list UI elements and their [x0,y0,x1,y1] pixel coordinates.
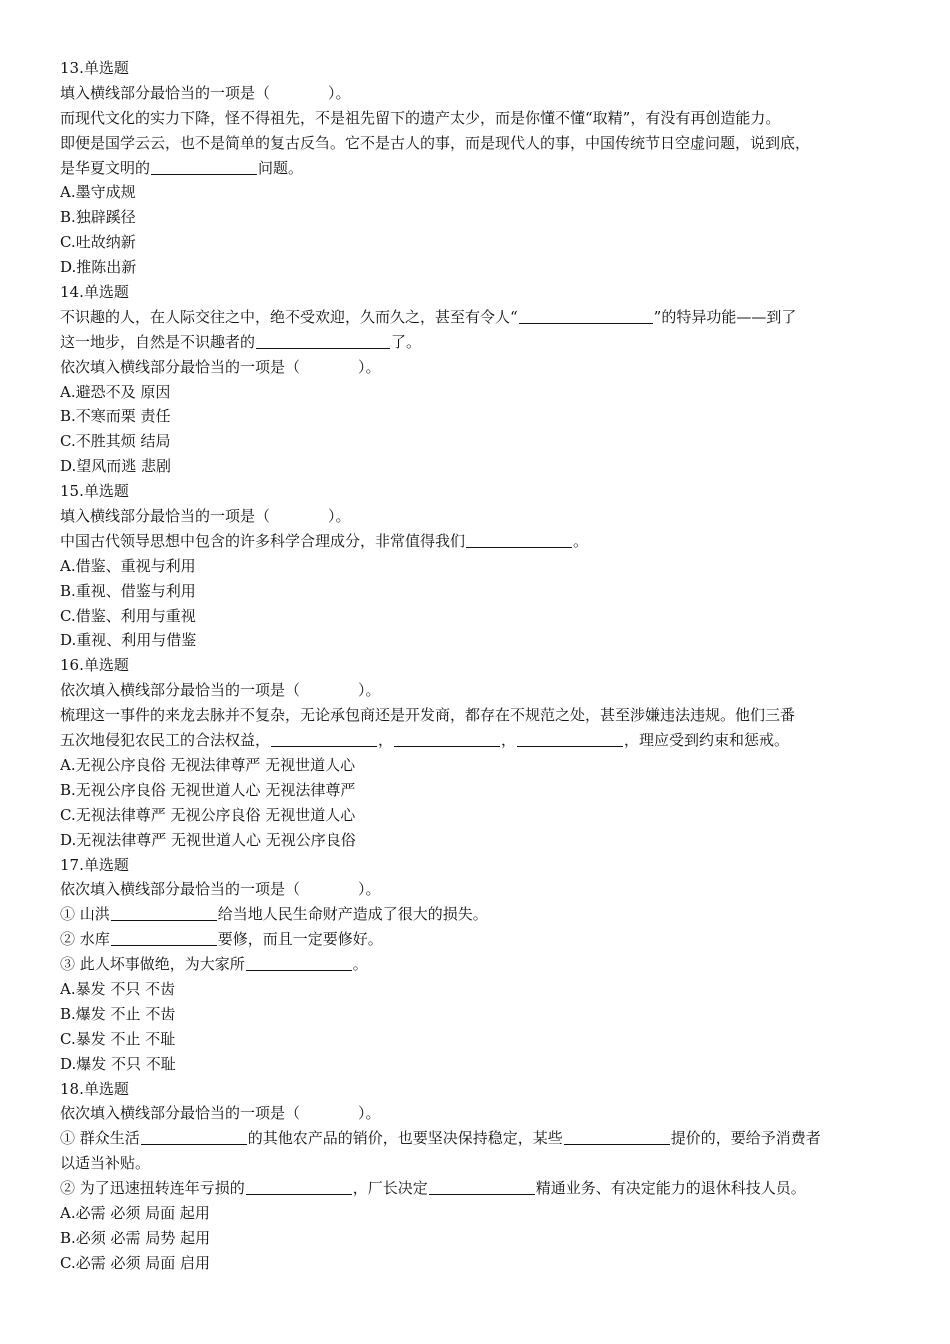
fill-blank [111,905,217,921]
fill-blank [151,159,257,175]
sentence-text: 提价的，要给予消费者 [670,1129,821,1148]
option-c[interactable]: C.必需 必须 局面 启用 [60,1253,211,1272]
fill-blank [141,1129,247,1145]
option-a[interactable]: A.必需 必须 局面 起用 [60,1203,210,1222]
question-number: 17. [60,855,84,874]
passage-text: ，理应受到约束和惩戒。 [624,731,790,750]
sentence-text: 要修，而且一定要修好。 [217,930,383,949]
passage-text: 这一地步，自然是不识趣者的 [60,332,256,351]
option-b[interactable]: B.重视、借鉴与利用 [60,581,196,600]
question-number: 14. [60,283,84,302]
question-17-prompt [60,877,896,902]
question-14-prompt [60,355,896,380]
sentence-text: ② 水库 [60,930,110,949]
question-type: 单选题 [83,283,129,302]
question-16-prompt [60,678,896,703]
question-18-sentence-1-cont: 以适当补贴。 [60,1154,151,1173]
question-number: 18. [60,1079,84,1098]
option-b[interactable]: B.不寒而栗 责任 [60,407,171,426]
question-type: 单选题 [83,482,129,501]
prompt-text: ）。 [358,357,381,376]
option-a[interactable]: A.避恐不及 原因 [60,382,171,401]
question-16-passage [60,728,896,753]
sentence-text: 的其他农产品的销价，也要坚决保持稳定，某些 [247,1129,563,1148]
question-15-header [60,479,896,504]
fill-blank [111,930,217,946]
passage-text: 不识趣的人，在人际交往之中，绝不受欢迎，久而久之，甚至有令人“ [60,307,518,326]
question-17-sentence-3 [60,952,896,977]
fill-blank [246,955,352,971]
passage-text: 五次地侵犯农民工的合法权益， [60,731,271,750]
question-13-header [60,56,896,81]
option-d[interactable]: D.爆发 不只 不耻 [60,1054,176,1073]
fill-blank [519,308,653,324]
question-14-passage [60,305,896,330]
prompt-text: 依次填入横线部分最恰当的一项是（ [60,1104,301,1123]
fill-blank [256,333,390,349]
question-type: 单选题 [83,59,129,77]
prompt-text: 填入横线部分最恰当的一项是（ [60,83,271,102]
question-number: 13. [60,59,84,77]
option-c[interactable]: C.借鉴、利用与重视 [60,606,196,625]
question-17-sentence-2 [60,927,896,952]
question-number: 16. [60,656,84,675]
passage-text: 了。 [391,332,422,351]
prompt-text: ）。 [358,880,381,899]
sentence-text: 给当地人民生命财产造成了很大的损失。 [217,905,488,924]
prompt-text: ）。 [358,681,381,700]
question-14-header [60,280,896,305]
sentence-text: ② 为了迅速扭转连年亏损的 [60,1179,245,1198]
question-type: 单选题 [83,656,129,675]
prompt-text: 依次填入横线部分最恰当的一项是（ [60,681,301,700]
question-13-passage [60,156,896,181]
option-c[interactable]: C.暴发 不止 不耻 [60,1029,176,1048]
fill-blank [466,532,572,548]
question-13-passage [60,131,896,156]
passage-text: ”的特异功能——到了 [653,307,797,326]
prompt-text: 填入横线部分最恰当的一项是（ [60,507,271,526]
option-c[interactable]: C.不胜其烦 结局 [60,432,171,451]
question-16-passage: 梳理这一事件的来龙去脉并不复杂，无论承包商还是开发商，都存在不规范之处，甚至涉嫌违法违规。他们三番 [60,706,796,725]
option-c[interactable]: C.吐故纳新 [60,233,136,252]
option-b[interactable]: B.必须 必需 局势 起用 [60,1228,211,1247]
option-a[interactable]: A.无视公序良俗 无视法律尊严 无视世道人心 [60,755,356,774]
passage-text: 问题。 [258,158,304,177]
prompt-text: ）。 [358,1104,381,1123]
option-c[interactable]: C.无视法律尊严 无视公序良俗 无视世道人心 [60,805,356,824]
option-d[interactable]: D.无视法律尊严 无视世道人心 无视公序良俗 [60,830,356,849]
sentence-text: ① 群众生活 [60,1129,140,1148]
option-a[interactable]: A.墨守成规 [60,183,136,202]
fill-blank [517,731,623,747]
passage-text: 是华夏文明的 [60,158,151,177]
prompt-text: ）。 [328,83,351,102]
option-a[interactable]: A.暴发 不只 不齿 [60,979,176,998]
sentence-text: 。 [352,955,368,974]
question-15-prompt [60,504,896,529]
question-number: 15. [60,482,84,501]
option-b[interactable]: B.无视公序良俗 无视世道人心 无视法律尊严 [60,780,356,799]
fill-blank [271,731,377,747]
option-a[interactable]: A.借鉴、重视与利用 [60,556,196,575]
question-17-header [60,853,896,878]
passage-text: ， [378,731,394,750]
exam-page [60,56,896,1276]
question-13-passage: 而现代文化的实力下降，怪不得祖先，不是祖先留下的遗产太少，而是你懂不懂“取精”，有没有再创造能力。 [60,108,781,127]
prompt-text: ）。 [328,507,351,526]
option-b[interactable]: B.爆发 不止 不齿 [60,1004,176,1023]
passage-text: 。 [573,531,589,550]
prompt-text: 依次填入横线部分最恰当的一项是（ [60,880,301,899]
question-14-passage [60,330,896,355]
question-type: 单选题 [83,1079,129,1098]
passage-text: 即便是国学云云，也不是简单的复古反刍。它不是古人的事，而是现代人的事，中国传统节日空虚问题，说到底， [60,133,811,152]
prompt-text: 依次填入横线部分最恰当的一项是（ [60,357,301,376]
passage-text: ， [501,731,517,750]
question-13-prompt [60,81,896,106]
sentence-text: ③ 此人坏事做绝，为大家所 [60,955,245,974]
fill-blank [394,731,500,747]
passage-text: 中国古代领导思想中包含的许多科学合理成分，非常值得我们 [60,531,466,550]
option-d[interactable]: D.重视、利用与借鉴 [60,631,197,650]
question-17-sentence-1 [60,902,896,927]
sentence-text: ① 山洪 [60,905,110,924]
fill-blank [429,1179,535,1195]
question-15-passage [60,529,896,554]
question-type: 单选题 [83,855,129,874]
sentence-text: ，厂长决定 [352,1179,428,1198]
question-18-sentence-1 [60,1126,896,1151]
option-b[interactable]: B.独辟蹊径 [60,208,136,227]
fill-blank [246,1179,352,1195]
question-18-sentence-2 [60,1176,896,1201]
sentence-text: 精通业务、有决定能力的退休科技人员。 [535,1179,806,1198]
question-18-header [60,1077,896,1102]
fill-blank [564,1129,670,1145]
question-16-header [60,653,896,678]
option-d[interactable]: D.望风而逃 悲剧 [60,457,172,476]
question-18-prompt [60,1101,896,1126]
option-d[interactable]: D.推陈出新 [60,258,137,277]
